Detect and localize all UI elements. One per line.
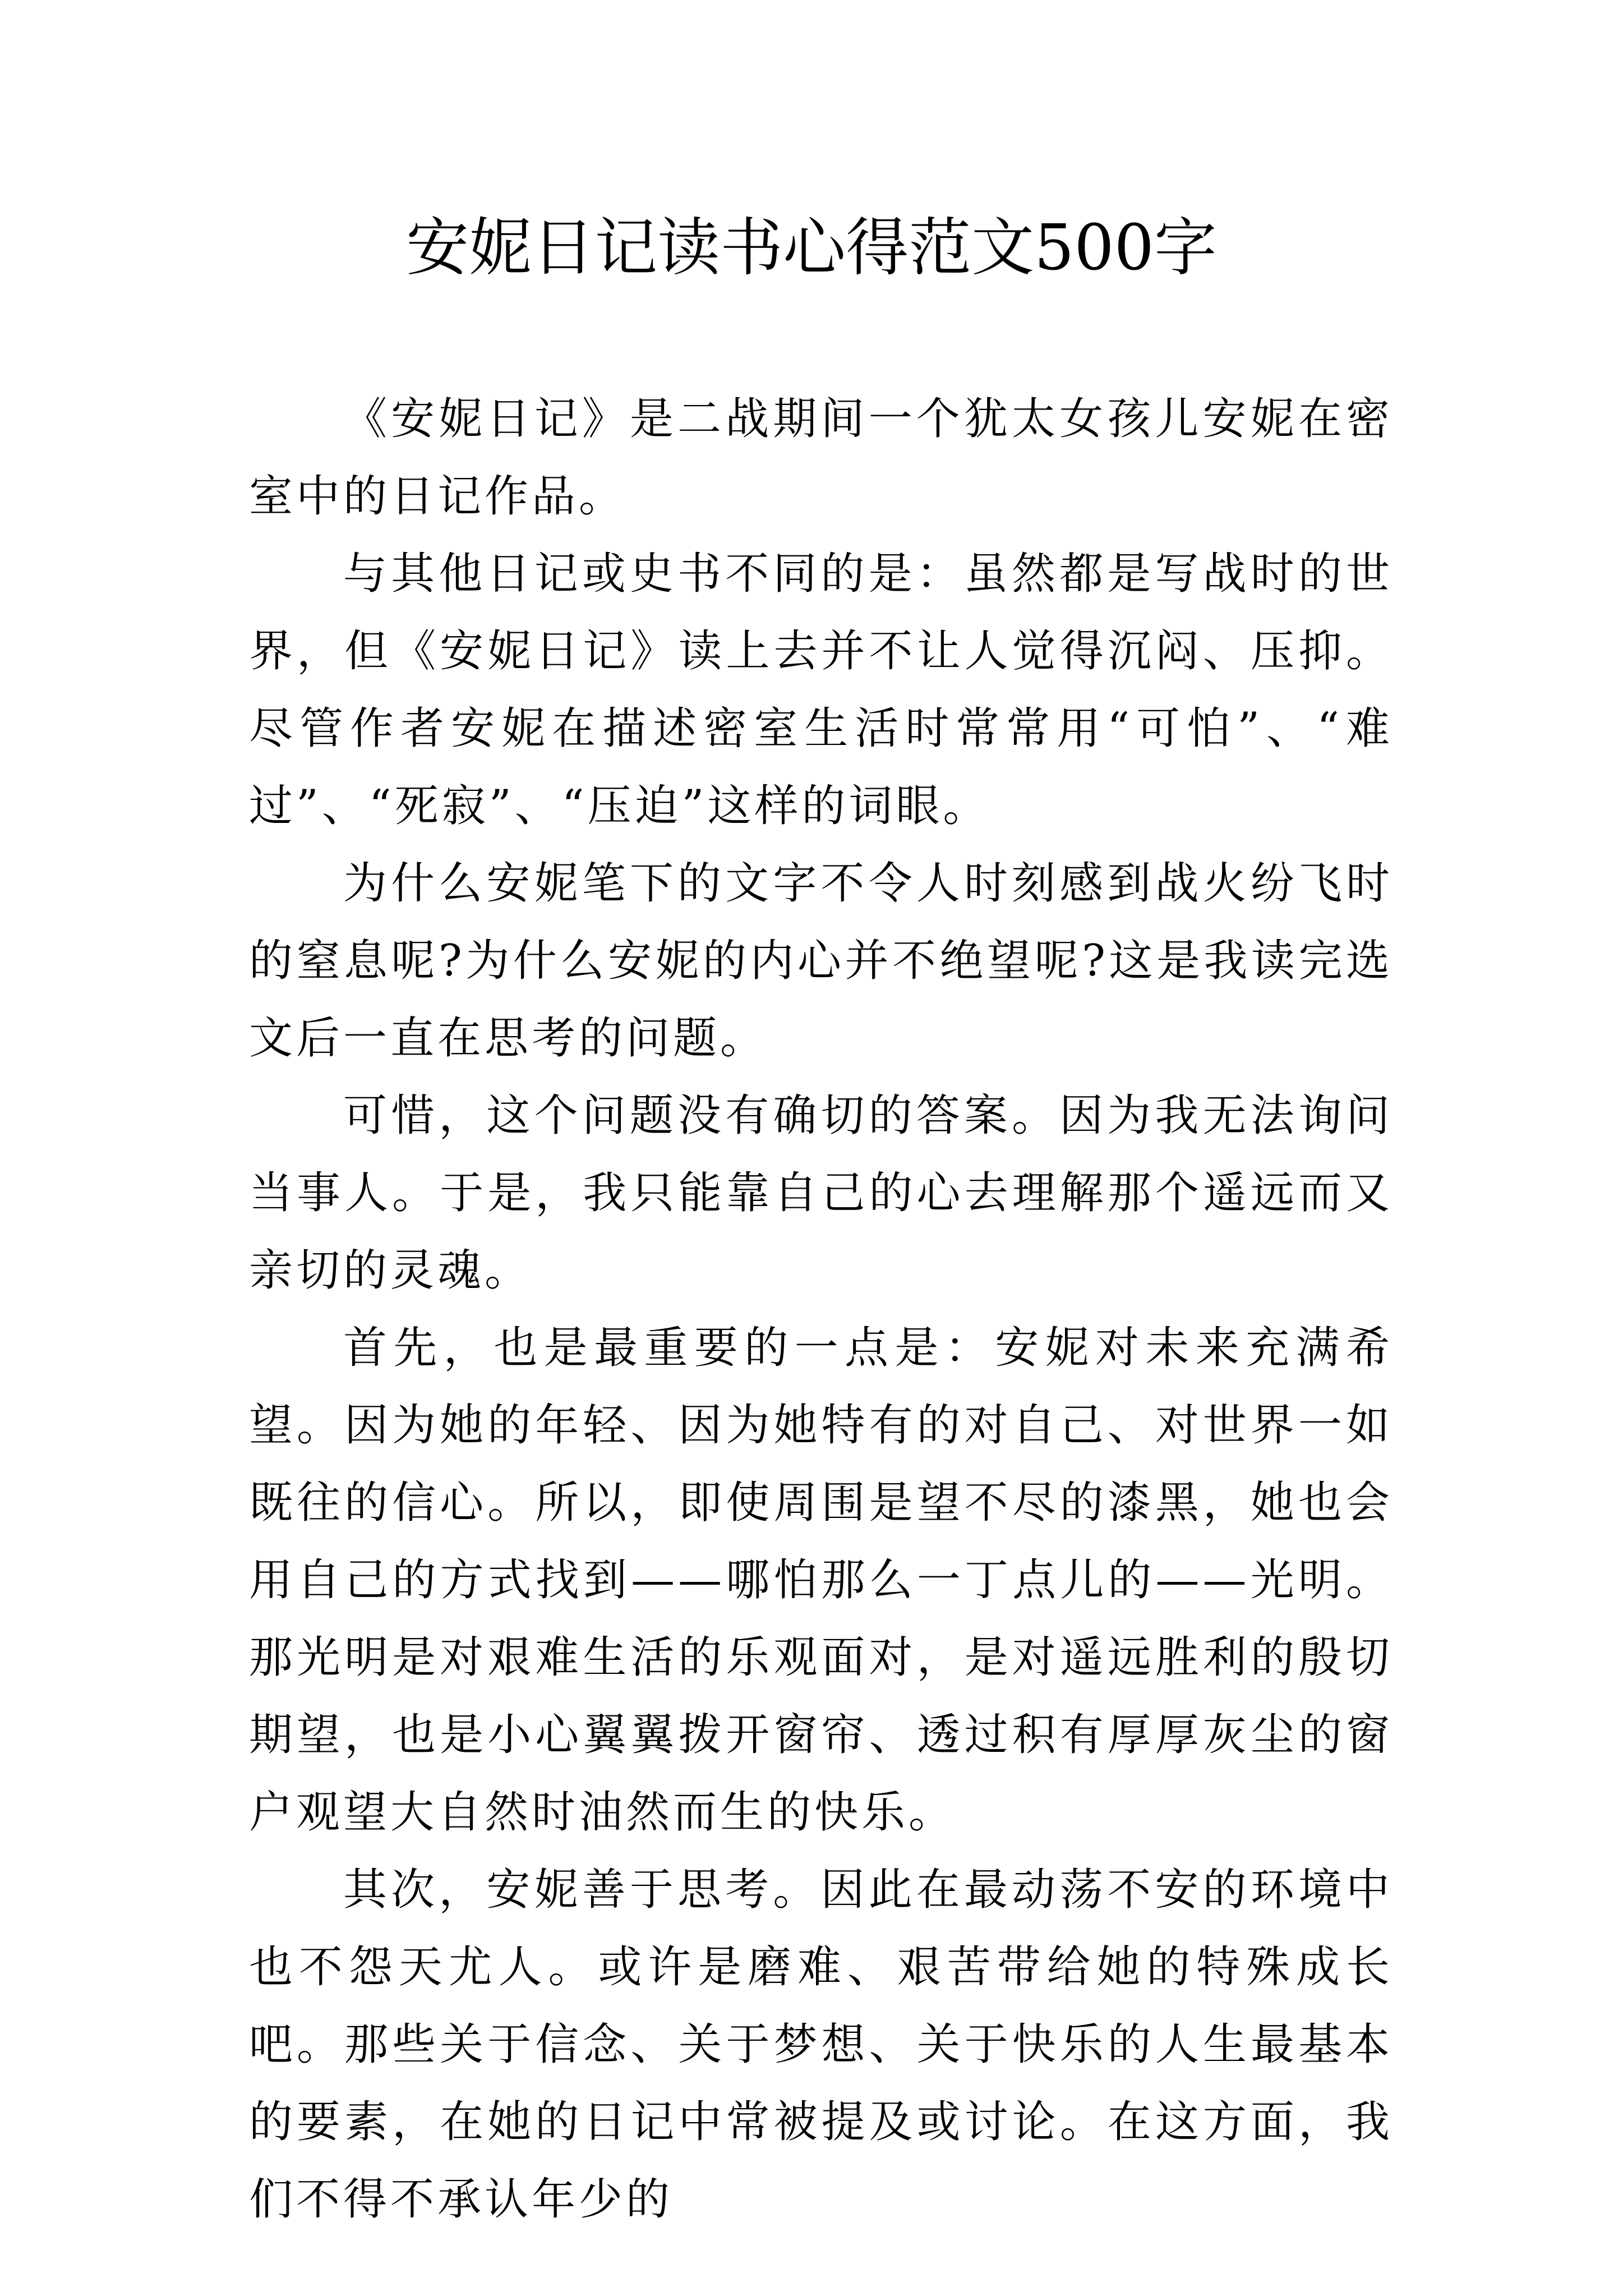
paragraph: 可惜，这个问题没有确切的答案。因为我无法询问当事人。于是，我只能靠自己的心去理解那个遥远而又亲切的灵魂。 <box>249 1091 1393 1296</box>
document-body <box>249 380 1393 2238</box>
paragraph: 为什么安妮笔下的文字不令人时刻感到战火纷飞时的窒息呢?为什么安妮的内心并不绝望呢?这是我读完选文后一直在思考的问题。 <box>249 858 1393 1064</box>
document-title: 安妮日记读书心得范文500字 <box>406 211 1217 284</box>
paragraph: 其次，安妮善于思考。因此在最动荡不安的环境中也不怨天尤人。或许是磨难、艰苦带给她的特殊成长吧。那些关于信念、关于梦想、关于快乐的人生最基本的要素，在她的日记中常被提及或讨论。在这方面，我们不得不承认年少的 <box>249 1865 1393 2225</box>
paragraph: 首先，也是最重要的一点是：安妮对未来充满希望。因为她的年轻、因为她特有的对自己、对世界一如既往的信心。所以，即使周围是望不尽的漆黑，她也会用自己的方式找到——哪怕那么一丁点儿的——光明。那光明是对艰难生活的乐观面对，是对遥远胜利的殷切期望，也是小心翼翼拨开窗帘、透过积有厚厚灰尘的窗户观望大自然时油然而生的快乐。 <box>249 1323 1393 1838</box>
paragraph: 与其他日记或史书不同的是：虽然都是写战时的世界，但《安妮日记》读上去并不让人觉得沉闷、压抑。尽管作者安妮在描述密室生活时常常用“可怕”、“难过”、“死寂”、“压迫”这样的词眼。 <box>249 549 1393 831</box>
paragraph: 《安妮日记》是二战期间一个犹太女孩儿安妮在密室中的日记作品。 <box>249 394 1393 522</box>
